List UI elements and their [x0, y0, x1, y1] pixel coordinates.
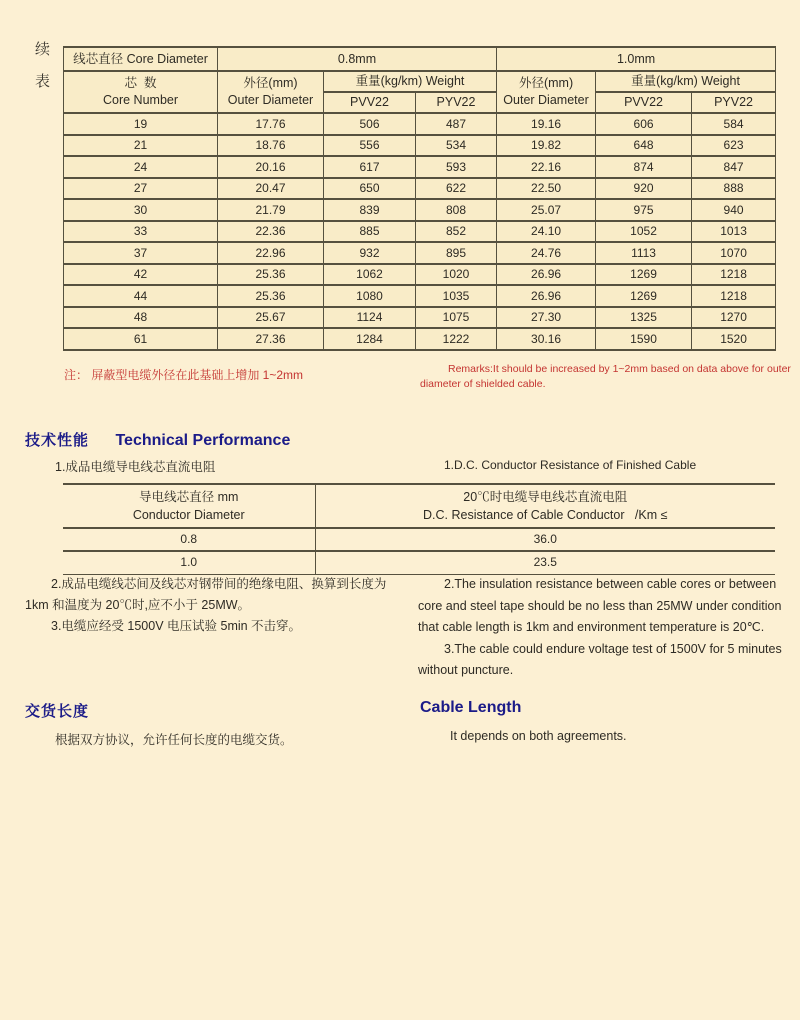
cell-od10: 25.07: [497, 199, 596, 221]
conductor-diameter-header: [63, 484, 315, 528]
group-header-08: 0.8mm: [218, 47, 497, 71]
cell-od08: 25.67: [218, 307, 324, 329]
cell-pyv08: 852: [416, 221, 497, 243]
cell-pyv10: 1218: [692, 285, 776, 307]
technical-performance-heading-cn: 技术性能: [25, 432, 90, 449]
cell-od08: 21.79: [218, 199, 324, 221]
outer-diameter-en: Outer Diameter: [227, 93, 314, 107]
cell-pvv10: 874: [596, 156, 692, 178]
technical-notes-en: [418, 574, 794, 682]
cell-od08: 20.47: [218, 178, 324, 200]
table-row: [64, 307, 776, 329]
cable-length-body-cn: 根据双方协议，允许任何长度的电缆交货。: [55, 733, 293, 747]
cable-diameter-weight-table: [63, 46, 776, 351]
table-row: [64, 156, 776, 178]
technical-performance-heading-en: Technical Performance: [115, 432, 291, 449]
cell-resistance: 23.5: [315, 551, 775, 574]
dc-resistance-header: [315, 484, 775, 528]
cell-pvv10: 1052: [596, 221, 692, 243]
table-row: [64, 264, 776, 286]
cell-pvv08: 1080: [324, 285, 416, 307]
conductor-diameter-en: Conductor Diameter: [132, 508, 245, 522]
cell-pyv10: 1013: [692, 221, 776, 243]
pyv22-header-10: PYV22: [692, 92, 776, 113]
cable-length-heading-en: Cable Length: [420, 699, 522, 716]
table-row: [64, 135, 776, 157]
cell-pvv10: 1269: [596, 285, 692, 307]
cell-od10: 24.10: [497, 221, 596, 243]
pyv22-header-08: PYV22: [416, 92, 497, 113]
cell-pvv10: 975: [596, 199, 692, 221]
cell-core: 24: [64, 156, 218, 178]
cell-pvv08: 650: [324, 178, 416, 200]
continued-char-top: 续: [35, 41, 51, 58]
table-row: [64, 242, 776, 264]
cell-pvv10: 1113: [596, 242, 692, 264]
weight-header-10: 重量(kg/km) Weight: [596, 71, 776, 92]
insulation-resistance-note-cn: 2.成品电缆线芯间及线芯对钢带间的绝缘电阻、换算到长度为 1km 和温度为 20℃时,应不小于 25MW。: [25, 577, 387, 612]
technical-performance-heading: [25, 429, 290, 450]
outer-diameter-en: Outer Diameter: [503, 93, 589, 107]
cell-pyv10: 888: [692, 178, 776, 200]
table-row: [63, 551, 775, 574]
cell-core: 48: [64, 307, 218, 329]
outer-diameter-header-10: [497, 71, 596, 113]
dc-resistance-item-cn: 1.成品电缆导电线芯直流电阻: [55, 460, 216, 474]
cell-pyv08: 487: [416, 113, 497, 135]
cell-pvv10: 648: [596, 135, 692, 157]
cell-pvv10: 920: [596, 178, 692, 200]
pvv22-header-10: PVV22: [596, 92, 692, 113]
cell-core: 42: [64, 264, 218, 286]
cell-pvv10: 1325: [596, 307, 692, 329]
core-number-cn: 芯 数: [124, 76, 157, 91]
cell-pyv10: 623: [692, 135, 776, 157]
technical-notes-cn: [25, 574, 395, 637]
cell-pyv08: 808: [416, 199, 497, 221]
cell-od10: 22.16: [497, 156, 596, 178]
outer-diameter-header-08: [218, 71, 324, 113]
group-header-10: 1.0mm: [497, 47, 776, 71]
cell-pyv10: 1270: [692, 307, 776, 329]
cell-od08: 25.36: [218, 285, 324, 307]
cell-pyv10: 940: [692, 199, 776, 221]
cell-pyv10: 584: [692, 113, 776, 135]
cell-od10: 27.30: [497, 307, 596, 329]
cell-pvv08: 556: [324, 135, 416, 157]
cell-od08: 27.36: [218, 328, 324, 350]
cell-od10: 26.96: [497, 264, 596, 286]
table-row: [64, 113, 776, 135]
cell-diameter: 0.8: [63, 528, 315, 551]
cell-od08: 25.36: [218, 264, 324, 286]
cell-od08: 20.16: [218, 156, 324, 178]
cell-pyv08: 1075: [416, 307, 497, 329]
core-number-en: Core Number: [102, 93, 179, 107]
cell-pvv08: 839: [324, 199, 416, 221]
cell-pyv10: 1218: [692, 264, 776, 286]
cell-core: 27: [64, 178, 218, 200]
cell-pyv10: 1520: [692, 328, 776, 350]
cell-resistance: 36.0: [315, 528, 775, 551]
cell-core: 30: [64, 199, 218, 221]
insulation-resistance-note-en: 2.The insulation resistance between cable cores or between core and steel tape should be no less than 25MW under condition that cable length is 1km and environment temperature is 20℃.: [418, 577, 782, 634]
cell-pyv08: 534: [416, 135, 497, 157]
cell-pyv08: 1035: [416, 285, 497, 307]
table-row: [64, 178, 776, 200]
core-number-header: [64, 71, 218, 113]
cell-pyv08: 1020: [416, 264, 497, 286]
voltage-test-note-en: 3.The cable could endure voltage test of 1500V for 5 minutes without puncture.: [418, 641, 782, 677]
outer-diameter-cn: 外径(mm): [243, 76, 298, 91]
conductor-resistance-table: [63, 483, 775, 575]
dc-resistance-cn: 20℃时电缆导电线芯直流电阻: [463, 489, 628, 504]
cell-pyv08: 895: [416, 242, 497, 264]
cell-diameter: 1.0: [63, 551, 315, 574]
cell-pyv08: 593: [416, 156, 497, 178]
cell-od08: 18.76: [218, 135, 324, 157]
table-row: [64, 328, 776, 350]
cable-length-body-en: It depends on both agreements.: [450, 729, 627, 743]
cell-od08: 22.36: [218, 221, 324, 243]
voltage-test-note-cn: 3.电缆应经受 1500V 电压试验 5min 不击穿。: [51, 619, 302, 633]
cell-pvv08: 1124: [324, 307, 416, 329]
cell-od10: 24.76: [497, 242, 596, 264]
cell-pvv10: 606: [596, 113, 692, 135]
table-row: [63, 528, 775, 551]
cell-od08: 22.96: [218, 242, 324, 264]
outer-diameter-cn: 外径(mm): [518, 76, 574, 91]
continued-table-label: [35, 42, 50, 106]
cell-od10: 19.16: [497, 113, 596, 135]
dc-resistance-en: D.C. Resistance of Cable Conductor /Km ≤: [423, 508, 668, 522]
continued-char-bottom: 表: [35, 73, 51, 90]
cell-pvv08: 506: [324, 113, 416, 135]
pvv22-header-08: PVV22: [324, 92, 416, 113]
table-row: [64, 199, 776, 221]
table-row: [64, 221, 776, 243]
cell-pvv08: 932: [324, 242, 416, 264]
cell-pyv10: 847: [692, 156, 776, 178]
cell-pvv08: 885: [324, 221, 416, 243]
cell-core: 44: [64, 285, 218, 307]
cell-pvv08: 1284: [324, 328, 416, 350]
cell-pvv10: 1269: [596, 264, 692, 286]
cell-core: 37: [64, 242, 218, 264]
remark-note-en: Remarks:It should be increased by 1~2mm based on data above for outer diameter of shielded cable.: [420, 363, 791, 390]
table-row: [64, 285, 776, 307]
cell-core: 33: [64, 221, 218, 243]
cell-od08: 17.76: [218, 113, 324, 135]
cell-pyv10: 1070: [692, 242, 776, 264]
cell-pvv10: 1590: [596, 328, 692, 350]
cell-pyv08: 622: [416, 178, 497, 200]
cell-od10: 26.96: [497, 285, 596, 307]
conductor-diameter-cn: 导电线芯直径 mm: [139, 489, 239, 504]
cell-pvv08: 1062: [324, 264, 416, 286]
cell-core: 19: [64, 113, 218, 135]
cell-pyv08: 1222: [416, 328, 497, 350]
cell-od10: 19.82: [497, 135, 596, 157]
dc-resistance-item-en: 1.D.C. Conductor Resistance of Finished Cable: [444, 458, 697, 472]
cell-pvv08: 617: [324, 156, 416, 178]
cell-od10: 30.16: [497, 328, 596, 350]
cell-od10: 22.50: [497, 178, 596, 200]
cell-core: 21: [64, 135, 218, 157]
corner-header: 线芯直径 Core Diameter: [64, 47, 218, 71]
cable-length-heading-cn: 交货长度: [25, 703, 90, 720]
cell-core: 61: [64, 328, 218, 350]
remark-note-cn: 注： 屏蔽型电缆外径在此基础上增加 1~2mm: [64, 368, 304, 382]
weight-header-08: 重量(kg/km) Weight: [324, 71, 497, 92]
